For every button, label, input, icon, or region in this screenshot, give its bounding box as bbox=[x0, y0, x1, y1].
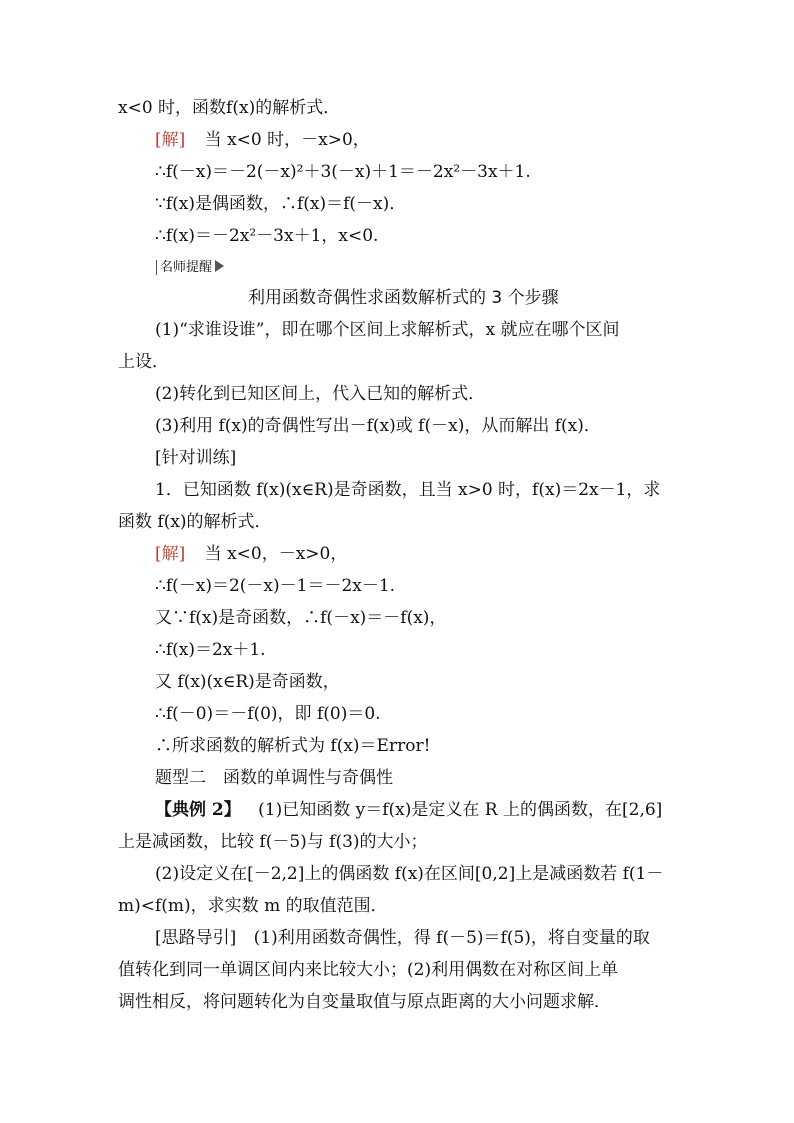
text-line: ∴所求函数的解析式为 f(x)＝Error! bbox=[155, 736, 431, 756]
example-label: 【典例 2】 bbox=[155, 800, 241, 820]
section-heading: 利用函数奇偶性求函数解析式的 3 个步骤 bbox=[248, 288, 559, 308]
solution-label: [解] bbox=[155, 544, 186, 564]
practice-heading: [针对训练] bbox=[155, 448, 237, 468]
text-line: ∴f(x)＝－2x²－3x＋1，x<0. bbox=[155, 226, 379, 246]
text-line: m)<f(m)，求实数 m 的取值范围． bbox=[118, 896, 388, 916]
solution-line: [解] 当 x<0 时，－x>0， bbox=[155, 130, 370, 150]
text-line: 调性相反，将问题转化为自变量取值与原点距离的大小问题求解． bbox=[118, 992, 611, 1012]
solution-line: [解] 当 x<0，－x>0， bbox=[155, 544, 348, 564]
text-line: 上设． bbox=[118, 352, 169, 372]
text-line: 上是减函数，比较 f(－5)与 f(3)的大小； bbox=[118, 832, 428, 852]
text-line: ∴f(x)＝2x＋1. bbox=[155, 640, 266, 660]
text-line: (1)“求谁设谁”，即在哪个区间上求解析式，x 就应在哪个区间 bbox=[155, 320, 620, 340]
text-line: (2)设定义在[－2,2]上的偶函数 f(x)在区间[0,2]上是减函数若 f(1－ bbox=[155, 864, 664, 884]
topic-heading: 题型二 函数的单调性与奇偶性 bbox=[155, 768, 393, 788]
text-line: ∴f(－0)＝－f(0)，即 f(0)＝0. bbox=[155, 704, 381, 724]
text-line: 值转化到同一单调区间内来比较大小；(2)利用偶数在对称区间上单 bbox=[118, 960, 619, 980]
hint-label: [思路导引] bbox=[155, 928, 237, 948]
solution-label: [解] bbox=[155, 130, 186, 150]
text-line: ∵f(x)是偶函数，∴f(x)＝f(－x)． bbox=[155, 194, 407, 214]
text-line: (2)转化到已知区间上，代入已知的解析式． bbox=[155, 384, 486, 404]
text-line: ∴f(－x)＝2(－x)－1＝－2x－1. bbox=[155, 576, 396, 596]
hint-line: [思路导引] (1)利用函数奇偶性，得 f(－5)＝f(5)，将自变量的取 bbox=[155, 928, 650, 948]
example-line: 【典例 2】 (1)已知函数 y＝f(x)是定义在 R 上的偶函数，在[2,6] bbox=[155, 800, 663, 820]
text-line: 又∵f(x)是奇函数，∴f(－x)＝－f(x)， bbox=[155, 608, 447, 628]
text-line: (3)利用 f(x)的奇偶性写出－f(x)或 f(－x)，从而解出 f(x)． bbox=[155, 416, 601, 436]
text-line: 又 f(x)(x∈R)是奇函数， bbox=[155, 672, 340, 692]
text-line: ∴f(－x)＝－2(－x)²＋3(－x)＋1＝－2x²－3x＋1. bbox=[155, 162, 531, 182]
teacher-tip-tag: 名师提醒 bbox=[156, 256, 224, 280]
text-line: 函数 f(x)的解析式． bbox=[118, 512, 272, 532]
text-line: x<0 时，函数f(x)的解析式． bbox=[118, 98, 341, 118]
text-line: 1．已知函数 f(x)(x∈R)是奇函数，且当 x>0 时，f(x)＝2x－1，求 bbox=[155, 480, 661, 500]
arrow-right-icon bbox=[215, 260, 224, 272]
